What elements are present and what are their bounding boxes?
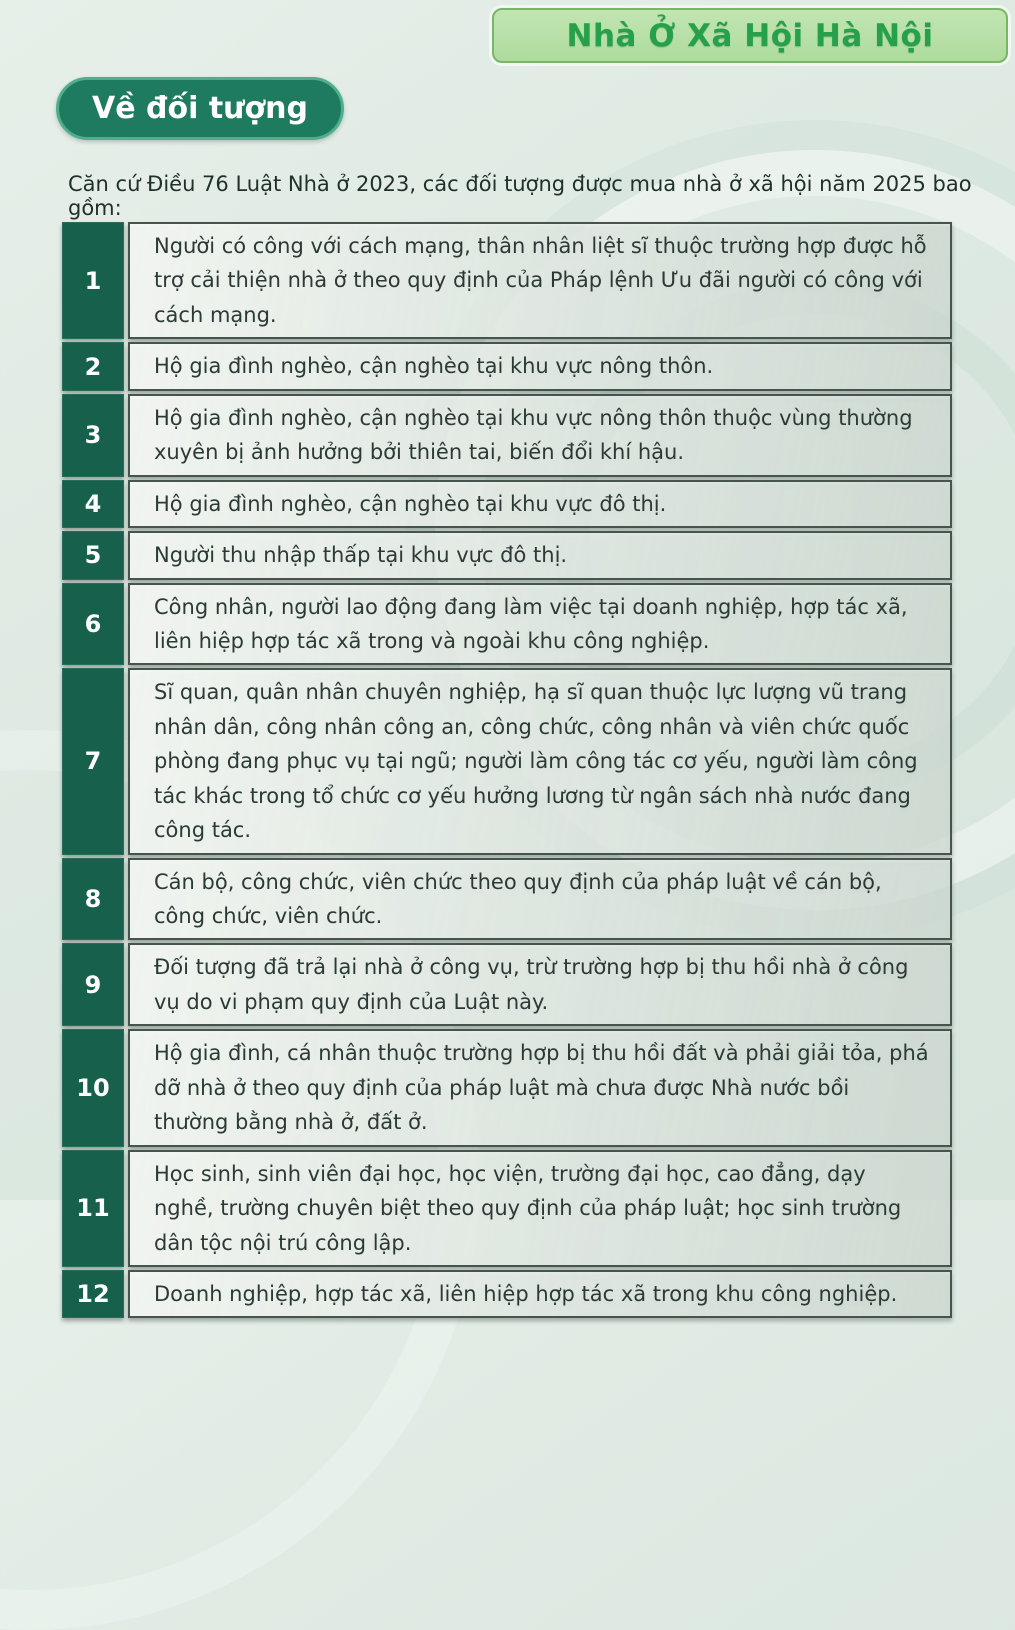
row-text: Học sinh, sinh viên đại học, học viện, trường đại học, cao đẳng, dạy nghề, trường chuyên biệt theo quy định của pháp luật; học sinh trường dân tộc nội trú công lập. <box>154 1161 902 1255</box>
page-title-banner <box>492 8 1008 63</box>
row-number: 9 <box>84 970 102 999</box>
row-text-cell <box>128 858 952 941</box>
row-text-cell <box>128 583 952 666</box>
row-text: Công nhân, người lao động đang làm việc tại doanh nghiệp, hợp tác xã, liên hiệp hợp tác xã trong và ngoài khu công nghiệp. <box>154 594 908 653</box>
row-number-cell <box>62 222 124 339</box>
page-title: Nhà Ở Xã Hội Hà Nội <box>566 17 934 54</box>
row-text-cell <box>128 943 952 1026</box>
row-text: Hộ gia đình, cá nhân thuộc trường hợp bị thu hồi đất và phải giải tỏa, phá dỡ nhà ở theo quy định của pháp luật mà chưa được Nhà nước bồi thường bằng nhà ở, đất ở. <box>154 1041 929 1135</box>
row-number: 3 <box>84 421 102 450</box>
row-text: Cán bộ, công chức, viên chức theo quy định của pháp luật về cán bộ, công chức, viên chức. <box>154 869 882 928</box>
row-number-cell <box>62 943 124 1026</box>
row-number-cell <box>62 858 124 941</box>
row-text: Người có công với cách mạng, thân nhân liệt sĩ thuộc trường hợp được hỗ trợ cải thiện nhà ở theo quy định của Pháp lệnh Ưu đãi người có công với cách mạng. <box>154 234 927 327</box>
table-row <box>62 342 952 390</box>
table-row <box>62 943 952 1026</box>
table-row <box>62 531 952 579</box>
row-number: 2 <box>84 352 102 381</box>
table-row <box>62 1270 952 1318</box>
row-number: 1 <box>84 266 102 295</box>
eligibility-table <box>62 222 952 1318</box>
table-row <box>62 583 952 666</box>
table-row <box>62 668 952 854</box>
row-text: Sĩ quan, quân nhân chuyên nghiệp, hạ sĩ quan thuộc lực lượng vũ trang nhân dân, công nhân công an, công chức, công nhân và viên chức quốc phòng đang phục vụ tại ngũ; người làm công tác cơ yếu, người làm công tác khác trong tổ chức cơ yếu hưởng lương từ ngân sách nhà nước đang công tác. <box>154 680 918 843</box>
row-number: 12 <box>76 1280 110 1309</box>
row-number: 8 <box>84 885 102 913</box>
row-text-cell <box>128 1270 952 1318</box>
row-text-cell <box>128 531 952 579</box>
row-number-cell <box>62 394 124 477</box>
row-number-cell <box>62 668 124 854</box>
row-number-cell <box>62 531 124 579</box>
row-text-cell <box>128 480 952 528</box>
row-text-cell <box>128 394 952 477</box>
row-text: Hộ gia đình nghèo, cận nghèo tại khu vực đô thị. <box>154 491 667 516</box>
row-text: Người thu nhập thấp tại khu vực đô thị. <box>154 543 568 568</box>
row-text-cell <box>128 1029 952 1146</box>
row-number-cell <box>62 342 124 390</box>
intro-text: Căn cứ Điều 76 Luật Nhà ở 2023, các đối tượng được mua nhà ở xã hội năm 2025 bao gồm: <box>68 172 972 220</box>
row-number-cell <box>62 480 124 528</box>
row-number: 4 <box>84 489 102 518</box>
row-text-cell <box>128 668 952 854</box>
table-row <box>62 1029 952 1146</box>
row-number: 11 <box>76 1194 110 1223</box>
table-row <box>62 1150 952 1267</box>
row-number: 7 <box>84 747 102 776</box>
row-number: 5 <box>84 541 102 570</box>
table-row <box>62 480 952 528</box>
table-row <box>62 394 952 477</box>
row-number-cell <box>62 1150 124 1267</box>
row-text: Doanh nghiệp, hợp tác xã, liên hiệp hợp tác xã trong khu công nghiệp. <box>154 1281 898 1306</box>
row-number: 10 <box>76 1073 110 1102</box>
row-text: Hộ gia đình nghèo, cận nghèo tại khu vực nông thôn thuộc vùng thường xuyên bị ảnh hưởng bởi thiên tai, biến đổi khí hậu. <box>154 405 913 465</box>
row-text-cell <box>128 1150 952 1267</box>
row-number: 6 <box>84 609 102 638</box>
row-text-cell <box>128 222 952 339</box>
section-badge-label: Về đối tượng <box>92 91 308 126</box>
table-row <box>62 858 952 941</box>
row-number-cell <box>62 1029 124 1146</box>
table-row <box>62 222 952 339</box>
row-text: Hộ gia đình nghèo, cận nghèo tại khu vực nông thôn. <box>154 354 714 379</box>
row-text-cell <box>128 342 952 390</box>
row-number-cell <box>62 1270 124 1318</box>
row-number-cell <box>62 583 124 666</box>
row-text: Đối tượng đã trả lại nhà ở công vụ, trừ trường hợp bị thu hồi nhà ở công vụ do vi phạm quy định của Luật này. <box>154 955 909 1014</box>
section-badge <box>56 77 344 140</box>
